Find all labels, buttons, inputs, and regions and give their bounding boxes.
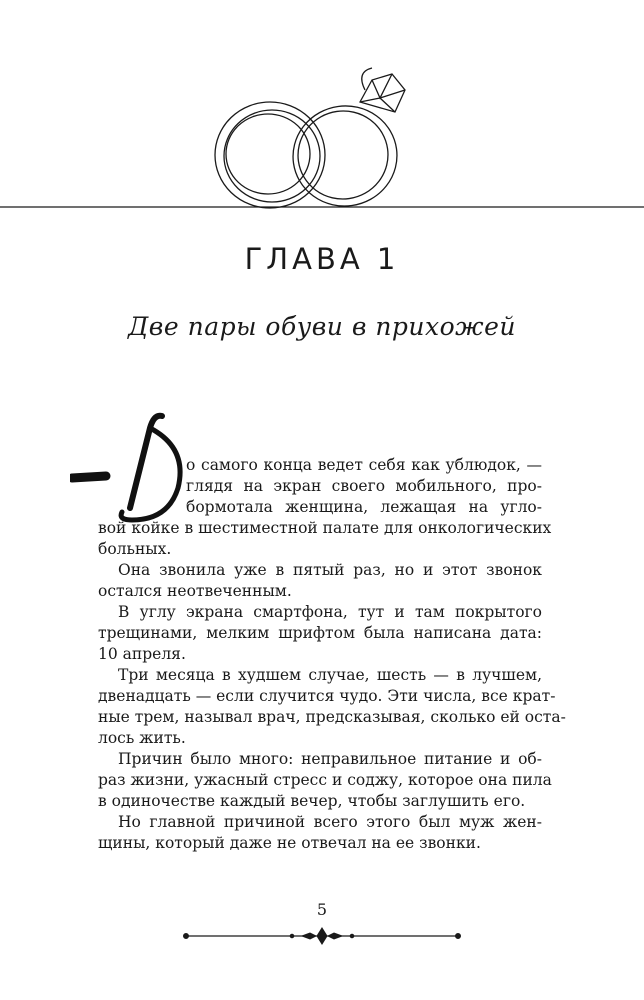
text-line: трещинами, мелким шрифтом была написана дата:	[98, 624, 542, 642]
text-line: в одиночестве каждый вечер, чтобы заглушить его.	[98, 792, 526, 810]
page-ornament	[180, 926, 464, 946]
text-line: о самого конца ведет себя как ублюдок, —	[186, 456, 542, 474]
text-line: В углу экрана смартфона, тут и там покрытого	[118, 603, 542, 621]
text-line: Три месяца в худшем случае, шесть — в лучшем,	[118, 666, 542, 684]
text-line: вой койке в шестиместной палате для онкологических	[98, 519, 552, 537]
text-line: 10 апреля.	[98, 645, 186, 663]
page-number: 5	[316, 900, 328, 919]
text-line: Причин было много: неправильное питание и об-	[118, 750, 542, 768]
text-line: двенадцать — если случится чудо. Эти числа, все крат-	[98, 687, 556, 705]
text-line: больных.	[98, 540, 172, 558]
text-line: Но главной причиной всего этого был муж жен-	[118, 813, 542, 831]
text-line: глядя на экран своего мобильного, про-	[186, 477, 542, 495]
text-line: лось жить.	[98, 729, 186, 747]
body-text	[98, 455, 566, 854]
text-line: Она звонила уже в пятый раз, но и этот звонок	[118, 561, 542, 579]
chapter-title: ГЛАВА 1	[244, 242, 400, 276]
text-line: раз жизни, ужасный стресс и соджу, которое она пила	[98, 771, 552, 789]
wedding-rings-illustration	[0, 60, 644, 220]
text-line: щины, который даже не отвечал на ее звонки.	[98, 834, 481, 852]
text-line: остался неотвеченным.	[98, 582, 292, 600]
chapter-subtitle: Две пары обуви в прихожей	[127, 312, 516, 341]
text-line: бормотала женщина, лежащая на угло-	[186, 498, 542, 516]
text-line: ные трем, называл врач, предсказывая, сколько ей оста-	[98, 708, 566, 726]
